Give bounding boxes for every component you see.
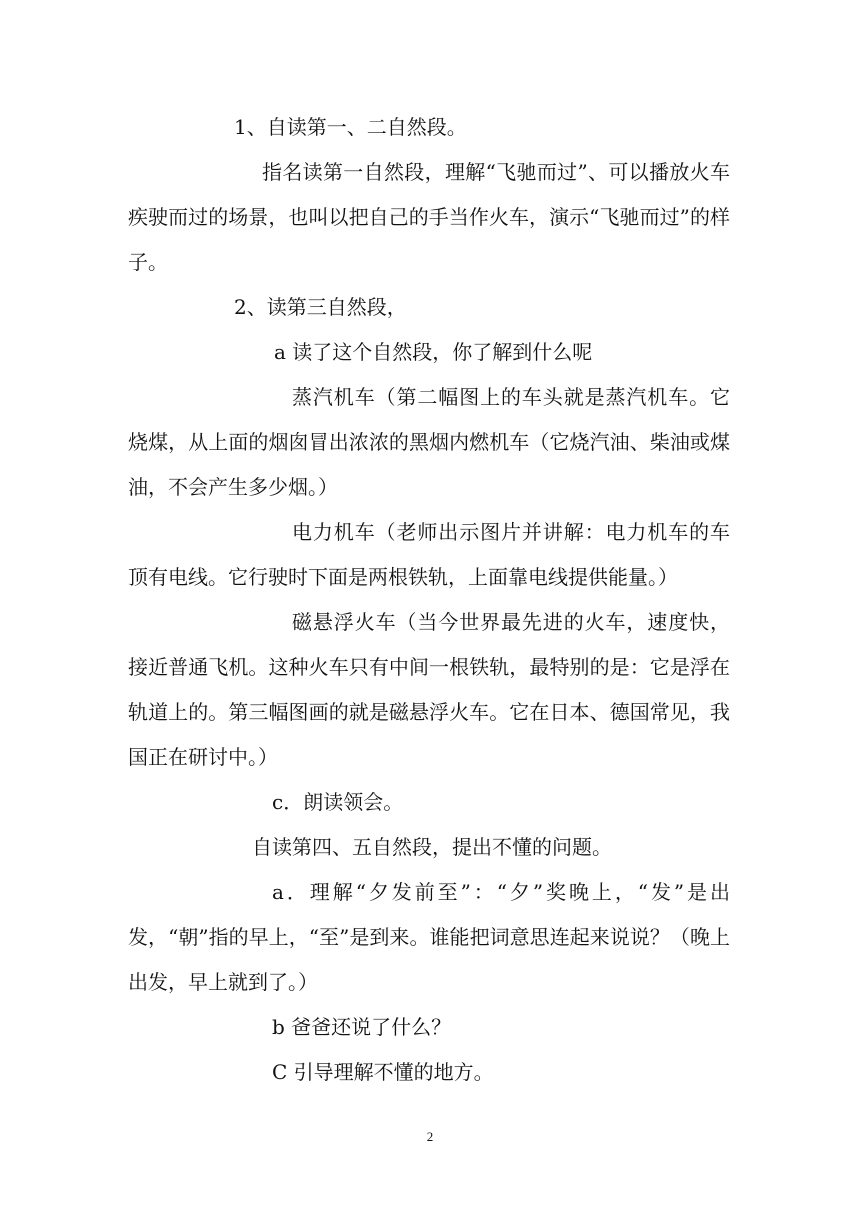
page-number: 2 (426, 1129, 434, 1144)
paragraph-2: 指名读第一自然段，理解“飞驰而过”、可以播放火车疾驶而过的场景，也叫以把自己的手当作火车，演示“飞驰而过”的样子。 (128, 160, 730, 274)
paragraph-4: a 读了这个自然段，你了解到什么呢 (274, 340, 593, 364)
paragraph-7: 磁悬浮火车（当今世界最先进的火车，速度快，接近普通飞机。这种火车只有中间一根铁轨，最特别的是：它是浮在轨道上的。第三幅图画的就是磁悬浮火车。它在日本、德国常见，我国正在研讨中。） (128, 610, 730, 769)
paragraph-6: 电力机车（老师出示图片并讲解：电力机车的车顶有电线。它行驶时下面是两根铁轨，上面靠电线提供能量。） (128, 520, 730, 589)
paragraph-1: 1、自读第一、二自然段。 (234, 115, 467, 139)
paragraph-9: 自读第四、五自然段，提出不懂的问题。 (252, 835, 612, 859)
paragraph-5: 蒸汽机车（第二幅图上的车头就是蒸汽机车。它烧煤，从上面的烟囱冒出浓浓的黑烟内燃机车（它烧汽油、柴油或煤油，不会产生多少烟。） (128, 385, 730, 499)
paragraph-12: C 引导理解不懂的地方。 (272, 1060, 494, 1084)
paragraph-10: a．理解“夕发前至”：“夕”奖晚上，“发”是出发，“朝”指的早上，“至”是到来。谁能把词意思连起来说说？（晚上出发，早上就到了。） (128, 880, 730, 994)
paragraph-3: 2、读第三自然段， (234, 295, 407, 319)
paragraph-8: c．朗读领会。 (272, 790, 404, 814)
paragraph-11: b 爸爸还说了什么？ (272, 1015, 452, 1039)
